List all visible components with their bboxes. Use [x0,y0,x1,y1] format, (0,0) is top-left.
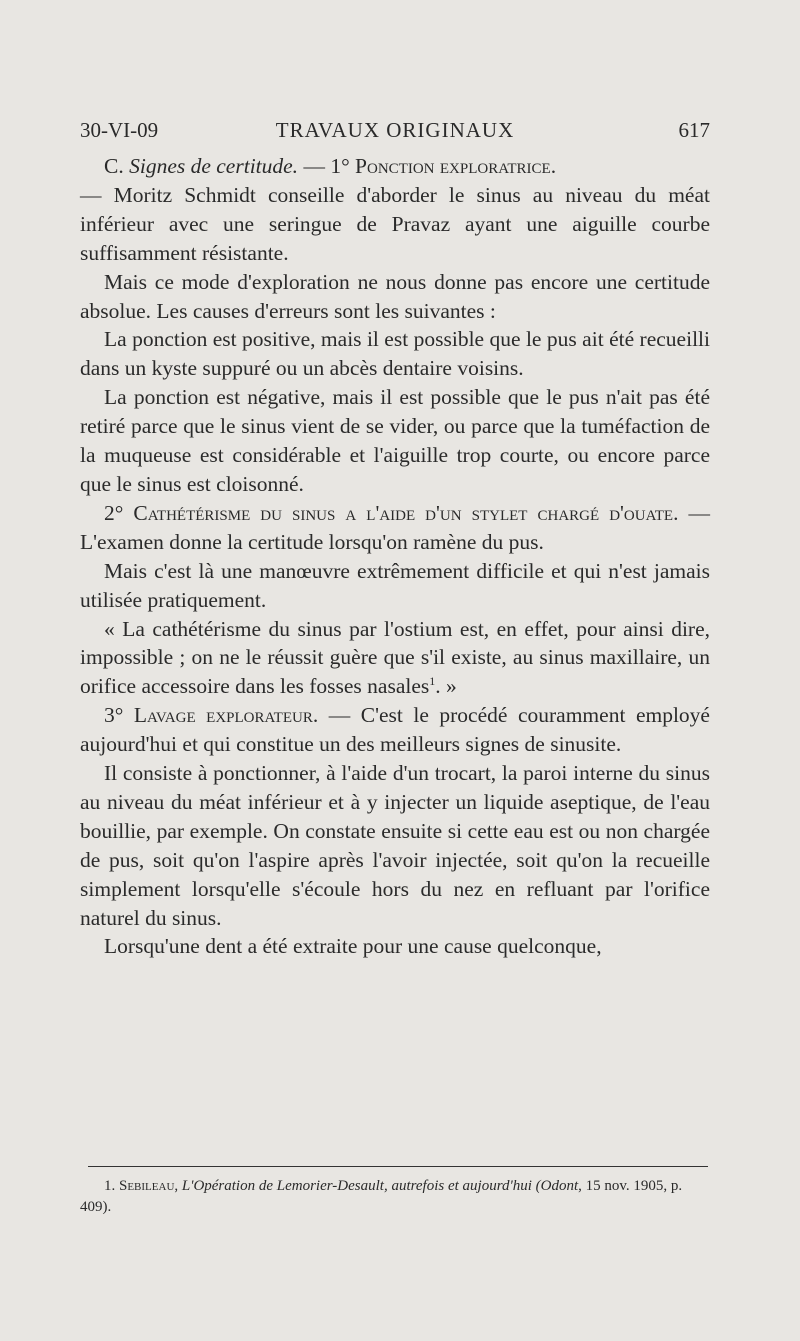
heading-number: 3° [104,703,134,728]
quotation-text: « La cathétérisme du sinus par l'ostium est, en effet, pour ainsi dire, impossible ; on ne le réussit guère que s'il existe, au sinus maxillaire, un orifice accessoire dans les fosses nasales [80,616,710,699]
page-number: 617 [678,118,710,142]
paragraph-5 [80,499,710,557]
footnote-separator: , [174,1178,182,1194]
paragraph-3: La ponction est positive, mais il est possible que le pus ait été recueilli dans un kyste suppuré ou un abcès dentaire voisins. [80,327,710,381]
section-label: C. [104,154,130,178]
footnote-rule [88,1166,708,1167]
running-header [80,118,710,148]
footnote-number: 1. [104,1178,119,1194]
quotation-end: . » [435,674,457,699]
subsection-heading-2: Cathétérisme du sinus a l'aide d'un stylet chargé d'ouate. [133,500,679,525]
paragraph-6: Mais c'est là une manœuvre extrêmement difficile et qui n'est jamais utilisée pratiquement. [80,558,710,612]
subsection-heading-1: Ponction exploratrice. [355,154,557,178]
paragraph-text: — C'est le procédé couramment employé aujourd'hui et qui constitue un des meilleurs signes de sinusite. [80,703,710,757]
header-section-title: TRAVAUX ORIGINAUX [275,118,515,142]
body-text [80,152,710,961]
footnote-ref: 1 [429,674,436,689]
paragraph-8 [80,701,710,759]
heading-number: 2° [104,500,134,525]
paragraph-1 [80,152,710,181]
paragraph-4: La ponction est négative, mais il est possible que le pus n'ait pas été retiré parce que le sinus vient de se vider, ou parce que la tuméfaction de la muqueuse est considérable et l'aiguille trop courte, ou encore parce que le sinus est cloisonné. [80,385,710,496]
footnote-author: Sebileau [119,1178,175,1194]
paragraph-9: Il consiste à ponctionner, à l'aide d'un trocart, la paroi interne du sinus au niveau du méat inférieur et à y injecter un liquide aseptique, de l'eau bouillie, par exemple. On constate ensuite si cette eau est ou non chargée de pus, soit qu'on l'aspire après l'avoir injectée, soit qu'on la recueille simplement lorsqu'elle s'écoule hors du nez en refluant par l'orifice naturel du sinus. [80,761,710,930]
footnote-title: L'Opération de Lemorier-Desault, autrefois et aujourd'hui (Odont [181,1178,579,1194]
section-title: Signes de certitude. [129,154,299,178]
footnote-citation: , 15 nov. 1905, p. 409). [80,1178,683,1215]
paragraph-7 [80,615,710,702]
subsection-heading-3: Lavage explorateur. [133,703,319,728]
dash: — 1° [298,154,356,178]
paragraph-2: Mais ce mode d'exploration ne nous donne pas encore une certitude absolue. Les causes d'erreurs sont les suivantes : [80,269,710,323]
paragraph-1-cont: — Moritz Schmidt conseille d'aborder le sinus au niveau du méat inférieur avec une seringue de Pravaz ayant une aiguille courbe suffisamment résistante. [80,182,710,265]
footnote [80,1176,710,1218]
paragraph-10: Lorsqu'une dent a été extraite pour une cause quelconque, [104,934,602,959]
header-date: 30-VI-09 [80,118,159,142]
paragraph-text: — L'examen donne la certitude lorsqu'on ramène du pus. [80,500,711,554]
